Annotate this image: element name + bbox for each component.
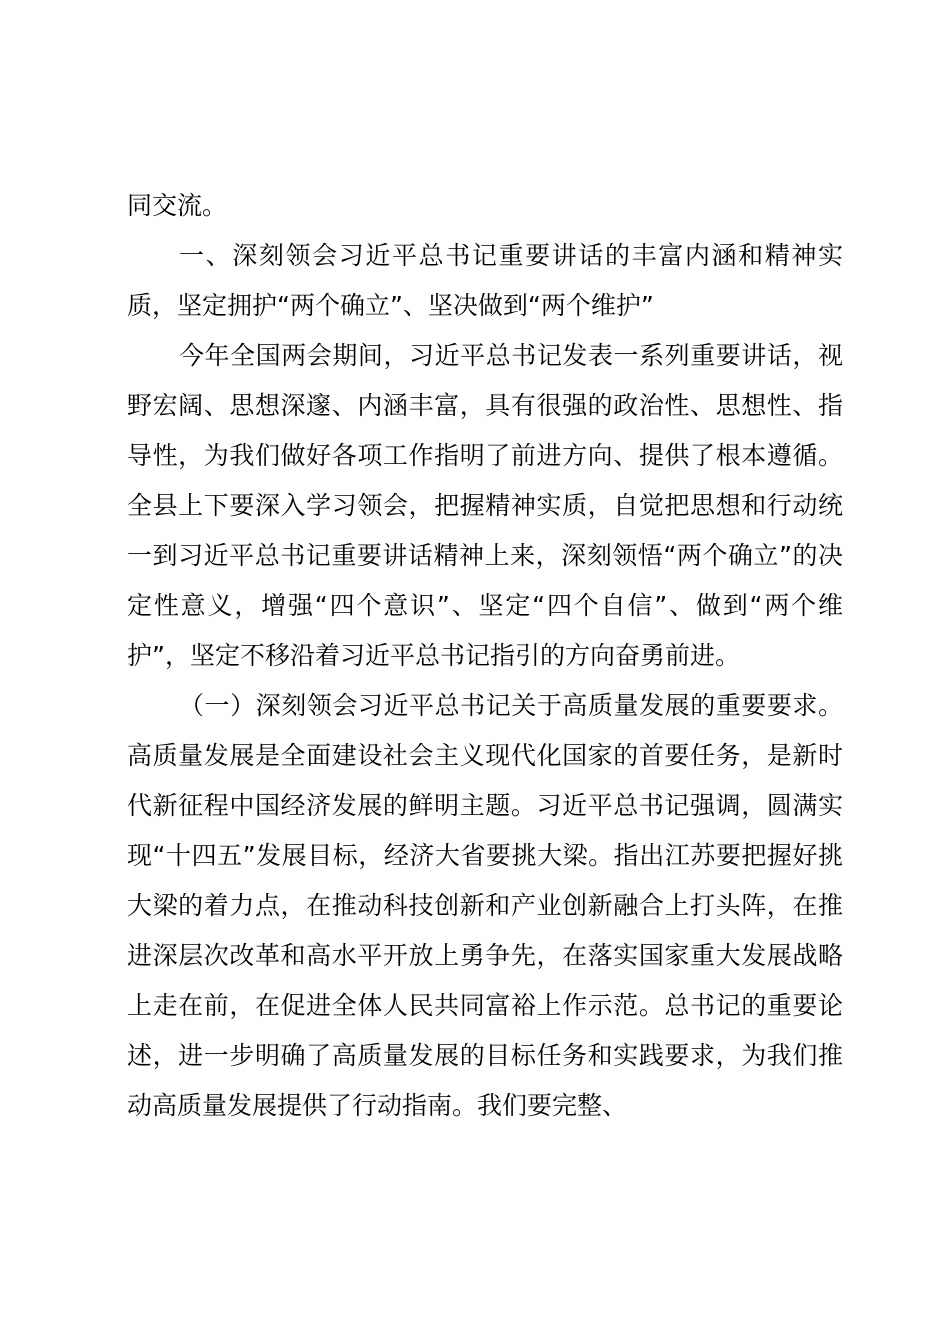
section-heading: 一、深刻领会习近平总书记重要讲话的丰富内涵和精神实质，坚定拥护“两个确立”、坚决做到“两个维护” — [127, 241, 843, 320]
subsection-paragraph: （一）深刻领会习近平总书记关于高质量发展的重要要求。高质量发展是全面建设社会主义现代化国家的首要任务，是新时代新征程中国经济发展的鲜明主题。习近平总书记强调，圆满实现“十四五”发展目标，经济大省要挑大梁。指出江苏要把握好挑大梁的着力点，在推动科技创新和产业创新融合上打头阵，在推进深层次改革和高水平开放上勇争先，在落实国家重大发展战略上走在前，在促进全体人民共同富裕上作示范。总书记的重要论述，进一步明确了高质量发展的目标任务和实践要求，为我们推动高质量发展提供了行动指南。我们要完整、 — [127, 691, 843, 1120]
document-body — [127, 181, 843, 1131]
paragraph-continuation: 同交流。 — [127, 191, 228, 220]
paragraph-body: 今年全国两会期间，习近平总书记发表一系列重要讲话，视野宏阔、思想深邃、内涵丰富，具有很强的政治性、思想性、指导性，为我们做好各项工作指明了前进方向、提供了根本遵循。全县上下要深入学习领会，把握精神实质，自觉把思想和行动统一到习近平总书记重要讲话精神上来，深刻领悟“两个确立”的决定性意义，增强“四个意识”、坚定“四个自信”、做到“两个维护”，坚定不移沿着习近平总书记指引的方向奋勇前进。 — [127, 341, 843, 670]
